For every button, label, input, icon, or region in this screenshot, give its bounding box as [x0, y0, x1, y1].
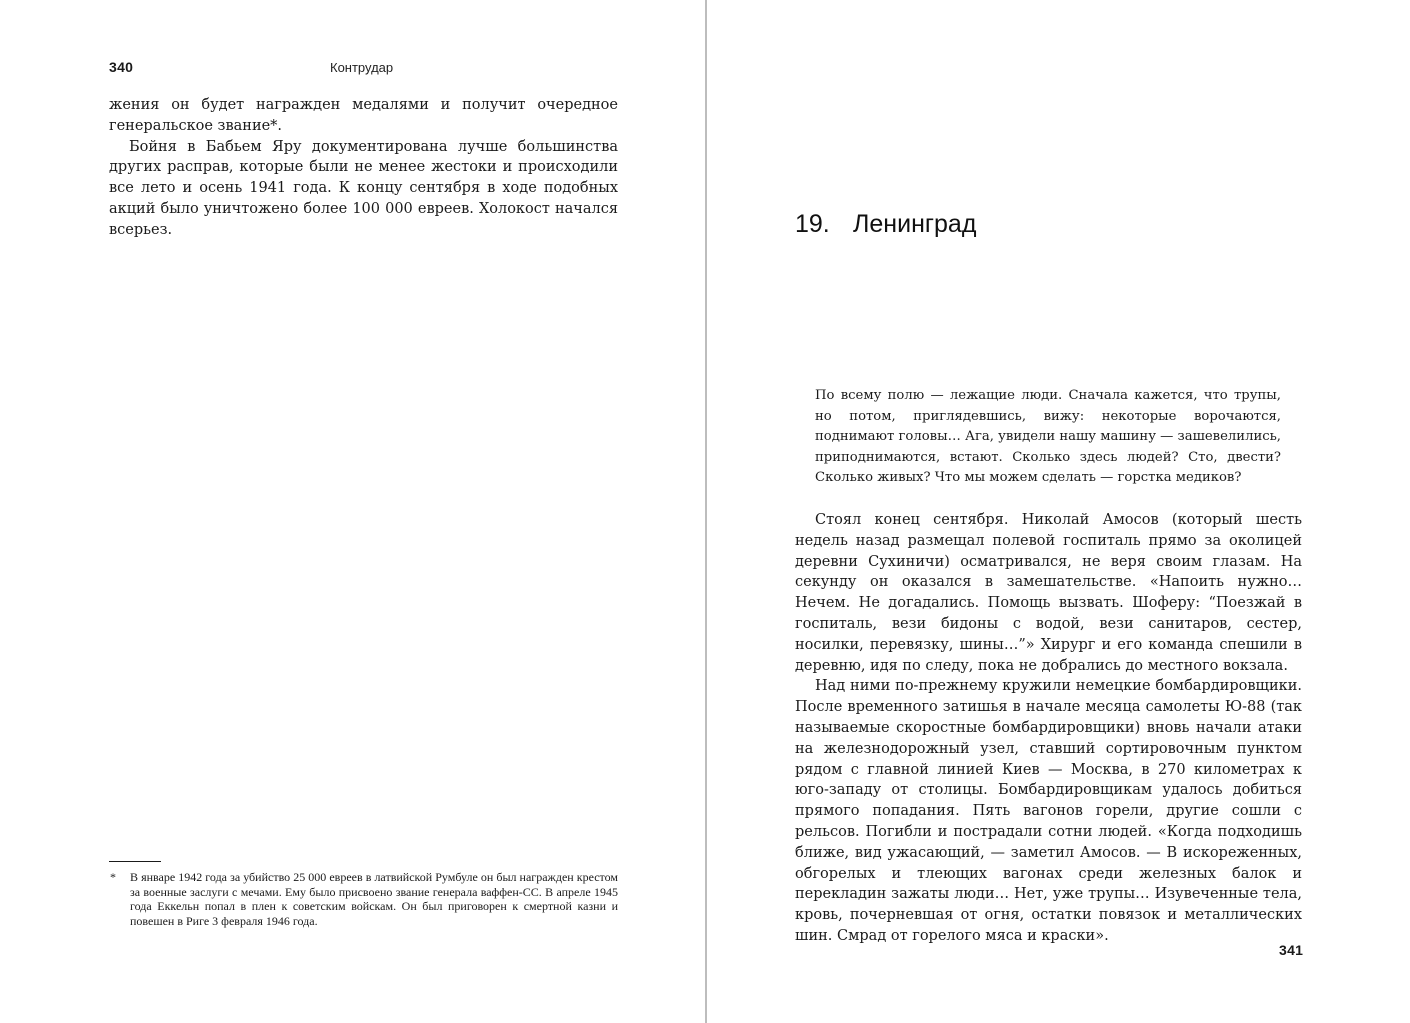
footnote-marker: * [110, 870, 116, 884]
footnote-text: В январе 1942 года за убийство 25 000 евреев в латвийской Румбуле он был награжден крестом за военные заслуги с мечами. Ему было присвоено звание генерала ваффен-СС. В апреле 1945 года Еккельн попал в плен к советским войскам. Он был приговорен к смертной казни и повешен в Риге 3 февраля 1946 года. [130, 870, 618, 928]
chapter-number: 19. [795, 210, 830, 238]
left-page-header [109, 58, 619, 78]
right-page [707, 0, 1410, 1023]
footnote-rule [109, 861, 161, 862]
right-page-body [795, 510, 1302, 947]
paragraph: Стоял конец сентября. Николай Амосов (который шесть недель назад размещал полевой госпиталь прямо за околицей деревни Сухиничи) осматривался, не веря своим глазам. На секунду он оказался в замешательстве. «Напоить нужно… Нечем. Не догадались. Помощь вызвать. Шоферу: “Поезжай в госпиталь, вези бидоны с водой, вези санитаров, сестер, носилки, перевязку, шины…”» Хирург и его команда спешили в деревню, идя по следу, пока не добрались до местного вокзала. [795, 512, 1302, 674]
page-number-right: 341 [1279, 942, 1304, 958]
paragraph: жения он будет награжден медалями и получит очередное генеральское звание*. [109, 97, 618, 134]
chapter-heading [795, 210, 976, 239]
paragraph: Бойня в Бабьем Яру документирована лучше большинства других расправ, которые были не менее жестоки и происходили все лето и осень 1941 года. К концу сентября в ходе подобных акций было уничтожено более 100 000 евреев. Холокост начался всерьез. [109, 138, 618, 238]
left-page-body [109, 95, 618, 241]
running-title: Контрудар [330, 60, 394, 75]
paragraph: Над ними по-прежнему кружили немецкие бомбардировщики. После временного затишья в начале месяца самолеты Ю-88 (так называемые скоростные бомбардировщики) вновь начали атаки на железнодорожный узел, ставший сортировочным пунктом рядом с главной линией Киев — Москва, в 270 километрах к юго-западу от столицы. Бомбардировщикам удалось добиться прямого попадания. Пять вагонов горели, другие сошли с рельсов. Погибли и пострадали сотни людей. «Когда подходишь ближе, вид ужасающий, — заметил Амосов. — В искореженных, обгорелых и тлеющих вагонах среди железных балок и перекладин зажаты люди… Нет, уже трупы… Изувеченные тела, кровь, почерневшая от огня, остатки повязок и металлических шин. Смрад от горелого мяса и краски». [795, 678, 1302, 944]
footnote [109, 870, 618, 928]
page-number-left: 340 [109, 59, 134, 75]
epigraph: По всему полю — лежащие люди. Сначала кажется, что трупы, но потом, приглядевшись, вижу: некоторые ворочаются, поднимают головы… Ага, увидели нашу машину — зашевелились, приподнимаются, встают. Сколько здесь людей? Сто, двести? Сколько живых? Что мы можем сделать — горстка медиков? [815, 388, 1281, 486]
chapter-title: Ленинград [853, 210, 977, 238]
